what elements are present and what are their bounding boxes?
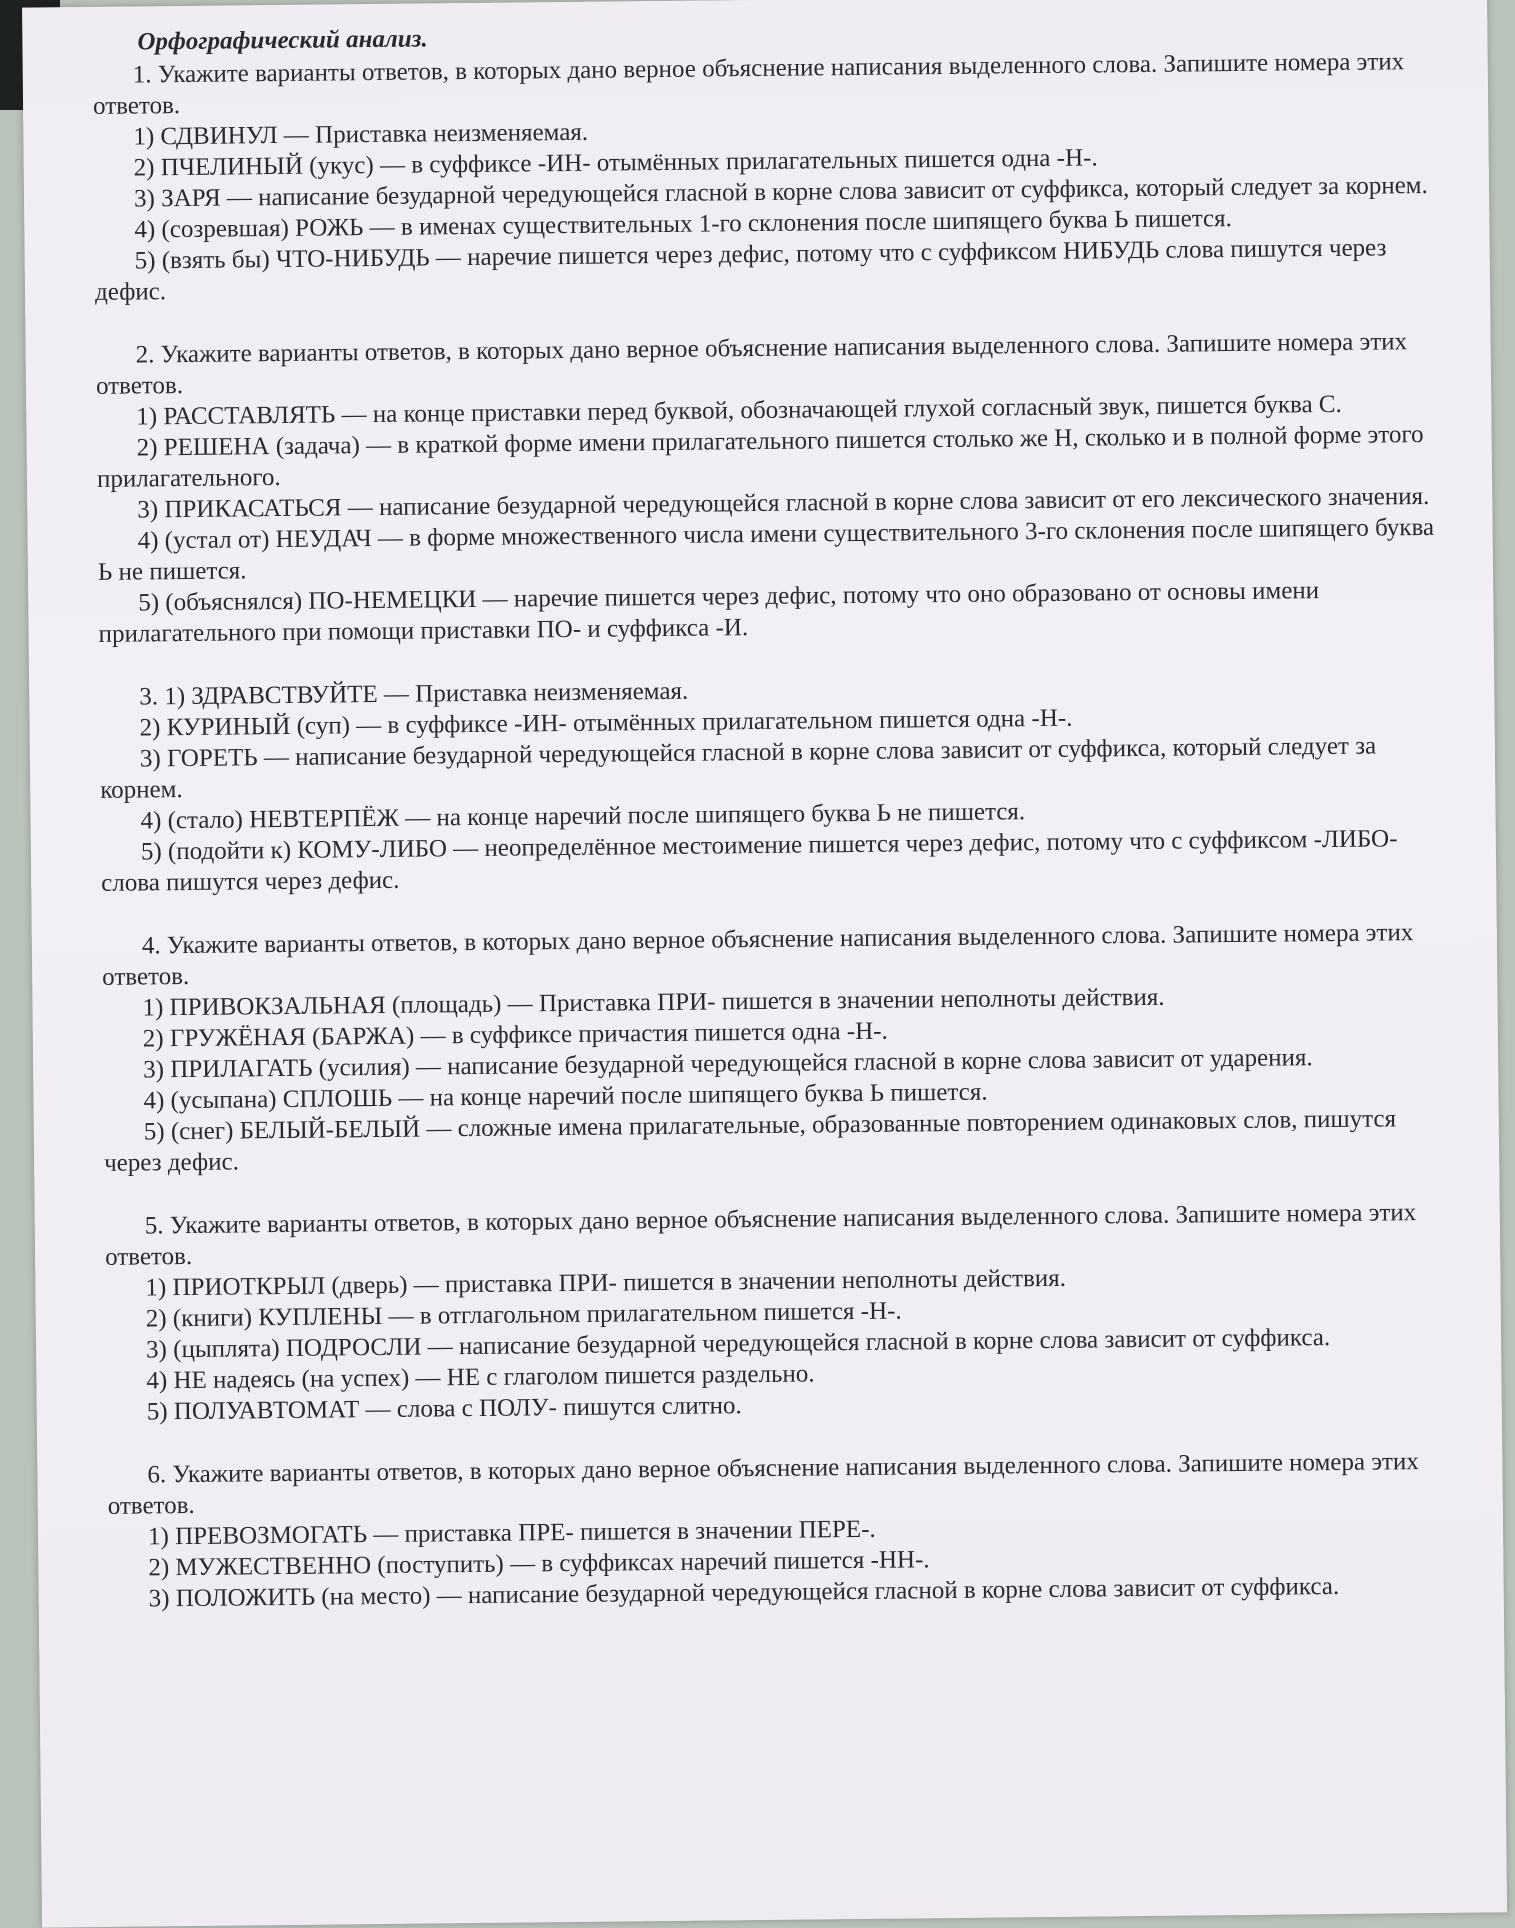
task-option: 3. 1) ЗДРАВСТВУЙТЕ — Приставка неизменяемая. [139, 677, 689, 711]
task-option: 5) (объяснялся) ПО-НЕМЕЦКИ — наречие пишется через дефис, потому что оно образовано от основы имени прилагательного при помощи приставки ПО- и суффикса -И. [98, 577, 1320, 648]
task-option: 2) ГРУЖЁНАЯ (БАРЖА) — в суффиксе причастия пишется одна -Н-. [142, 1017, 888, 1053]
task-option: 2) (книги) КУПЛЕНЫ — в отглагольном прилагательном пишется -Н-. [145, 1297, 902, 1333]
task-option: 5) (взять бы) ЧТО-НИБУДЬ — наречие пишется через дефис, потому что с суффиксом НИБУДЬ слова пишутся через дефис. [94, 234, 1387, 306]
paper-sheet [22, 0, 1507, 1928]
task-option: 5) (снег) БЕЛЫЙ-БЕЛЫЙ — сложные имена прилагательные, образованные повторением одинаковых слов, пишутся через дефис. [104, 1105, 1397, 1177]
task-option: 1) ПРИВОКЗАЛЬНАЯ (площадь) — Приставка ПРИ- пишется в значении неполноты действия. [142, 983, 1165, 1022]
task-option: 4) (устал от) НЕУДАЧ — в форме множественного числа имени существительного 3-го склонения после шипящего буква Ь не пишется. [97, 513, 1435, 586]
task-stem: 6. Укажите варианты ответов, в которых дано верное объяснение написания выделенного слова. Запишите номера этих ответов. [107, 1448, 1419, 1520]
task-option: 3) ПОЛОЖИТЬ (на место) — написание безударной чередующейся гласной в корне слова зависит от суффикса. [148, 1572, 1340, 1613]
task-option: 4) НЕ надеясь (на успех) — НЕ с глаголом пишется раздельно. [146, 1360, 815, 1395]
task-stem: 2. Укажите варианты ответов, в которых дано верное объяснение написания выделенного слова. Запишите номера этих ответов. [95, 328, 1408, 400]
task-option: 3) ПРИЛАГАТЬ (усилия) — написание безударной чередующейся гласной в корне слова зависит от ударения. [143, 1044, 1313, 1084]
worksheet-content [92, 13, 1459, 1647]
task-option: 3) (цыплята) ПОДРОСЛИ — написание безударной чередующейся гласной в корне слова зависит от суффикса. [145, 1324, 1331, 1364]
task-option: 3) ГОРЕТЬ — написание безударной чередующейся гласной в корне слова зависит от суффикса, который следует за корнем. [100, 732, 1377, 804]
task-option: 2) РЕШЕНА (задача) — в краткой форме имени прилагательного пишется столько же Н, сколько и в полной форме этого прилагательного. [96, 421, 1424, 493]
task-1 [93, 46, 1446, 308]
task-5 [105, 1197, 1457, 1428]
task-4 [102, 917, 1455, 1179]
task-option: 2) МУЖЕСТВЕННО (поступить) — в суффиксах наречий пишется -НН-. [148, 1546, 930, 1582]
task-stem: 1. Укажите варианты ответов, в которых дано верное объяснение написания выделенного слова. Запишите номера этих ответов. [92, 48, 1405, 120]
task-option: 4) (усыпана) СПЛОШЬ — на конце наречий после шипящего буква Ь пишется. [143, 1078, 988, 1115]
task-2 [96, 326, 1449, 650]
task-option: 3) ПРИКАСАТЬСЯ — написание безударной чередующейся гласной в корне слова зависит от его лексического значения. [137, 482, 1430, 524]
task-option: 1) РАССТАВЛЯТЬ — на конце приставки перед буквой, обозначающей глухой согласный звук, пишется буква С. [136, 390, 1342, 431]
task-6 [107, 1446, 1459, 1615]
task-option: 5) (подойти к) КОМУ-ЛИБО — неопределённое местоимение пишется через дефис, потому что с суффиксом -ЛИБО- слова пишутся через дефис. [101, 825, 1398, 897]
task-stem: 5. Укажите варианты ответов, в которых дано верное объяснение написания выделенного слова. Запишите номера этих ответов. [104, 1199, 1417, 1271]
task-stem: 4. Укажите варианты ответов, в которых дано верное объяснение написания выделенного слова. Запишите номера этих ответов. [102, 919, 1414, 991]
task-option: 4) (созревшая) РОЖЬ — в именах существительных 1-го склонения после шипящего буква Ь пишется. [134, 205, 1232, 244]
task-option: 1) СДВИНУЛ — Приставка неизменяемая. [133, 118, 589, 151]
task-option: 1) ПРИОТКРЫЛ (дверь) — приставка ПРИ- пишется в значении неполноты действия. [145, 1264, 1067, 1302]
task-option: 2) КУРИНЫЙ (суп) — в суффиксе -ИН- отымённых прилагательном пишется одна -Н-. [139, 704, 1073, 742]
task-option: 1) ПРЕВОЗМОГАТЬ — приставка ПРЕ- пишется в значении ПЕРЕ-. [147, 1515, 876, 1551]
task-option: 5) ПОЛУАВТОМАТ — слова с ПОЛУ- пишутся слитно. [146, 1392, 742, 1426]
task-option: 2) ПЧЕЛИНЫЙ (укус) — в суффиксе -ИН- отымённых прилагательных пишется одна -Н-. [133, 144, 1098, 182]
worksheet-title: Орфографический анализ. [137, 25, 428, 56]
task-option: 3) ЗАРЯ — написание безударной чередующейся гласной в корне слова зависит от суффикса, который следует за корнем. [133, 171, 1428, 213]
task-option: 4) (стало) НЕВТЕРПЁЖ — на конце наречий после шипящего буква Ь не пишется. [140, 798, 1026, 835]
task-3 [99, 668, 1451, 899]
